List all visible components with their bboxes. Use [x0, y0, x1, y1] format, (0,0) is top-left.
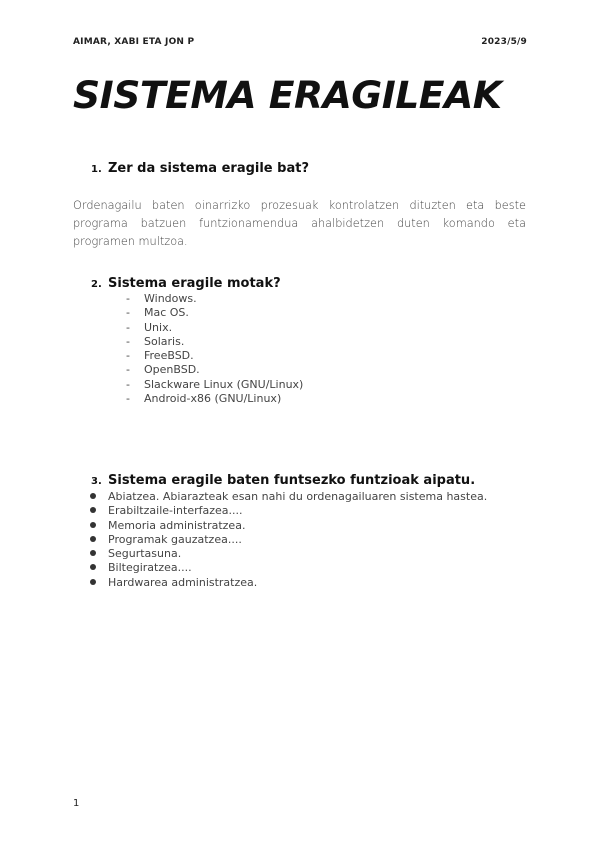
- dash-marker: -: [126, 334, 130, 348]
- list-item-text: Mac OS.: [144, 306, 189, 320]
- bullet-icon: [90, 550, 96, 556]
- bullet-icon: [90, 579, 96, 585]
- os-types-list: [126, 292, 303, 406]
- section-3-title: Sistema eragile baten funtsezko funtzioak aipatu.: [108, 473, 476, 488]
- list-item-text: Erabiltzaile-interfazea....: [108, 504, 243, 518]
- list-item: [90, 490, 487, 504]
- bullet-icon: [90, 522, 96, 528]
- list-item: [126, 363, 303, 377]
- list-item: [90, 547, 487, 561]
- section-1-heading: [91, 161, 309, 176]
- list-item-text: Biltegiratzea....: [108, 561, 192, 575]
- section-2-number: 2.: [91, 279, 102, 290]
- list-item-text: OpenBSD.: [144, 363, 200, 377]
- bullet-icon: [90, 493, 96, 499]
- list-item: [90, 576, 487, 590]
- list-item: [126, 335, 303, 349]
- list-item-text: FreeBSD.: [144, 349, 194, 363]
- dash-marker: -: [126, 292, 130, 305]
- dash-marker: -: [126, 363, 130, 377]
- list-item-text: Memoria administratzea.: [108, 518, 246, 532]
- page-number: 1: [73, 798, 80, 809]
- section-1-paragraph: Ordenagailu baten oinarrizko prozesuak kontrolatzen dituzten eta beste programa batzuen funtzionamendua ahalbidetzen duten komando eta programen multzoa.: [73, 199, 526, 248]
- list-item: [126, 392, 303, 406]
- list-item-text: Hardwarea administratzea.: [108, 575, 258, 589]
- list-item-text: Solaris.: [144, 334, 185, 348]
- header-authors: AIMAR, XABI ETA JON P: [73, 37, 195, 47]
- list-item: [126, 306, 303, 320]
- section-3-heading: [91, 473, 475, 488]
- document-title: SISTEMA ERAGILEAK: [73, 74, 502, 117]
- section-1-title: Zer da sistema eragile bat?: [108, 161, 309, 176]
- bullet-icon: [90, 507, 96, 513]
- section-2-heading: [91, 276, 281, 291]
- dash-marker: -: [126, 377, 130, 391]
- list-item: [126, 292, 303, 306]
- header-date: 2023/5/9: [481, 37, 527, 47]
- list-item-text: Abiatzea. Abiarazteak esan nahi du ordenagailuaren sistema hastea.: [108, 490, 488, 503]
- list-item: [90, 533, 487, 547]
- dash-marker: -: [126, 349, 130, 363]
- list-item-text: Windows.: [144, 292, 197, 305]
- list-item-text: Slackware Linux (GNU/Linux): [144, 377, 304, 391]
- list-item-text: Segurtasuna.: [108, 547, 182, 561]
- section-2-title: Sistema eragile motak?: [108, 276, 281, 291]
- os-functions-list: [90, 490, 487, 590]
- dash-marker: -: [126, 320, 130, 334]
- dash-marker: -: [126, 306, 130, 320]
- list-item: [90, 561, 487, 575]
- bullet-icon: [90, 564, 96, 570]
- list-item-text: Unix.: [144, 320, 173, 334]
- list-item: [126, 321, 303, 335]
- list-item-text: Android-x86 (GNU/Linux): [144, 392, 282, 406]
- dash-marker: -: [126, 392, 130, 406]
- section-1-number: 1.: [91, 164, 102, 175]
- list-item-text: Programak gauzatzea....: [108, 532, 242, 546]
- list-item: [126, 378, 303, 392]
- list-item: [90, 504, 487, 518]
- section-3-number: 3.: [91, 476, 102, 487]
- bullet-icon: [90, 536, 96, 542]
- list-item: [126, 349, 303, 363]
- list-item: [90, 519, 487, 533]
